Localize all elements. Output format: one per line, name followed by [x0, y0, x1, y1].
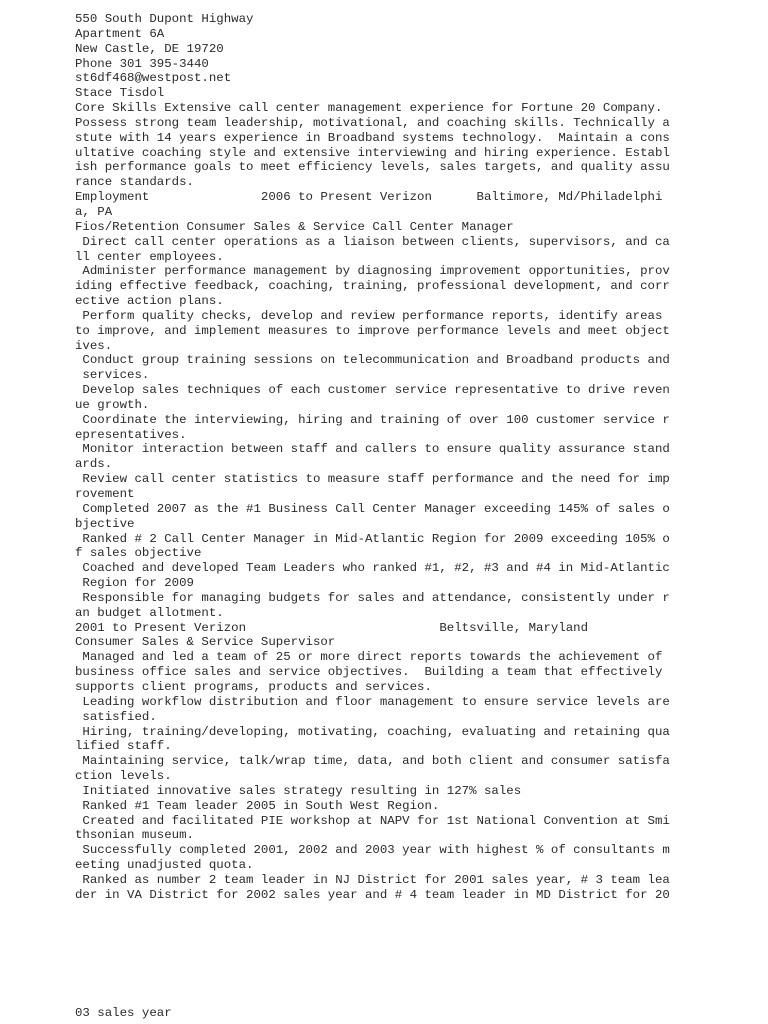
resume-line: st6df468@westpost.net — [75, 71, 232, 86]
resume-line: Created and facilitated PIE workshop at NAPV for 1st National Convention at Smi — [75, 813, 670, 828]
resume-line: rance standards. — [75, 175, 194, 190]
resume-line: ction levels. — [75, 769, 172, 784]
resume-line: Employment 2006 to Present Verizon Baltimore, Md/Philadelphi — [75, 190, 663, 205]
resume-line: Review call center statistics to measure staff performance and the need for imp — [75, 472, 670, 487]
resume-line: 2001 to Present Verizon Beltsville, Maryland — [75, 620, 589, 635]
resume-line: eeting unadjusted quota. — [75, 858, 254, 873]
resume-line: Fios/Retention Consumer Sales & Service Call Center Manager — [75, 219, 514, 234]
resume-line: ue growth. — [75, 397, 150, 412]
resume-text-block — [75, 12, 670, 903]
resume-line: Conduct group training sessions on telecommunication and Broadband products and — [75, 353, 670, 368]
resume-line: epresentatives. — [75, 427, 187, 442]
resume-line: Develop sales techniques of each customer service representative to drive reven — [75, 383, 670, 398]
resume-line: ective action plans. — [75, 294, 224, 309]
resume-line: Monitor interaction between staff and callers to ensure quality assurance stand — [75, 442, 670, 457]
resume-line: Ranked # 2 Call Center Manager in Mid-Atlantic Region for 2009 exceeding 105% o — [75, 531, 670, 546]
resume-line: Consumer Sales & Service Supervisor — [75, 635, 336, 650]
resume-line: Coached and developed Team Leaders who ranked #1, #2, #3 and #4 in Mid-Atlantic — [75, 561, 670, 576]
resume-line: ll center employees. — [75, 249, 224, 264]
resume-line: bjective — [75, 516, 135, 531]
resume-line: lified staff. — [75, 739, 172, 754]
resume-line: Administer performance management by diagnosing improvement opportunities, prov — [75, 264, 670, 279]
resume-line: stute with 14 years experience in Broadband systems technology. Maintain a cons — [75, 130, 670, 145]
resume-line: to improve, and implement measures to improve performance levels and meet object — [75, 323, 670, 338]
resume-line: ives. — [75, 338, 113, 353]
resume-line: ultative coaching style and extensive interviewing and hiring experience. Establ — [75, 145, 670, 160]
resume-line: Managed and led a team of 25 or more direct reports towards the achievement of — [75, 650, 663, 665]
resume-line: Maintaining service, talk/wrap time, data, and both client and consumer satisfa — [75, 754, 670, 769]
resume-line: f sales objective — [75, 546, 202, 561]
resume-line: satisfied. — [75, 709, 157, 724]
resume-line: Perform quality checks, develop and review performance reports, identify areas — [75, 308, 670, 323]
resume-line: Ranked as number 2 team leader in NJ District for 2001 sales year, # 3 team lea — [75, 872, 670, 887]
resume-line: Region for 2009 — [75, 576, 194, 591]
resume-line: New Castle, DE 19720 — [75, 41, 224, 56]
resume-line: supports client programs, products and services. — [75, 679, 432, 694]
resume-line: Apartment 6A — [75, 26, 165, 41]
resume-line: Stace Tisdol — [75, 86, 165, 101]
resume-line: Phone 301 395-3440 — [75, 56, 209, 71]
resume-line: a, PA — [75, 204, 113, 219]
resume-line: thsonian museum. — [75, 828, 194, 843]
resume-line: Direct call center operations as a liaison between clients, supervisors, and ca — [75, 234, 670, 249]
resume-line: Hiring, training/developing, motivating, coaching, evaluating and retaining qua — [75, 724, 670, 739]
resume-line: business office sales and service objectives. Building a team that effectively — [75, 665, 663, 680]
resume-line: Completed 2007 as the #1 Business Call Center Manager exceeding 145% of sales o — [75, 501, 670, 516]
resume-line: Leading workflow distribution and floor management to ensure service levels are — [75, 694, 670, 709]
resume-line-tail: 03 sales year — [75, 1006, 172, 1020]
resume-line: 550 South Dupont Highway — [75, 12, 254, 26]
resume-line: Possess strong team leadership, motivational, and coaching skills. Technically a — [75, 115, 670, 130]
resume-line: Responsible for managing budgets for sales and attendance, consistently under r — [75, 590, 670, 605]
resume-line: services. — [75, 368, 150, 383]
resume-line: iding effective feedback, coaching, training, professional development, and corr — [75, 279, 670, 294]
resume-line: Core Skills Extensive call center management experience for Fortune 20 Company. — [75, 101, 663, 116]
resume-line: ards. — [75, 457, 113, 472]
resume-line: an budget allotment. — [75, 605, 224, 620]
resume-line: ish performance goals to meet efficiency levels, sales targets, and quality assu — [75, 160, 670, 175]
resume-line: Initiated innovative sales strategy resulting in 127% sales — [75, 783, 522, 798]
resume-line: Coordinate the interviewing, hiring and training of over 100 customer service r — [75, 412, 670, 427]
resume-line: Successfully completed 2001, 2002 and 2003 year with highest % of consultants m — [75, 843, 670, 858]
resume-line: Ranked #1 Team leader 2005 in South West Region. — [75, 798, 440, 813]
resume-line: der in VA District for 2002 sales year and # 4 team leader in MD District for 20 — [75, 887, 670, 902]
resume-line: rovement — [75, 487, 135, 501]
